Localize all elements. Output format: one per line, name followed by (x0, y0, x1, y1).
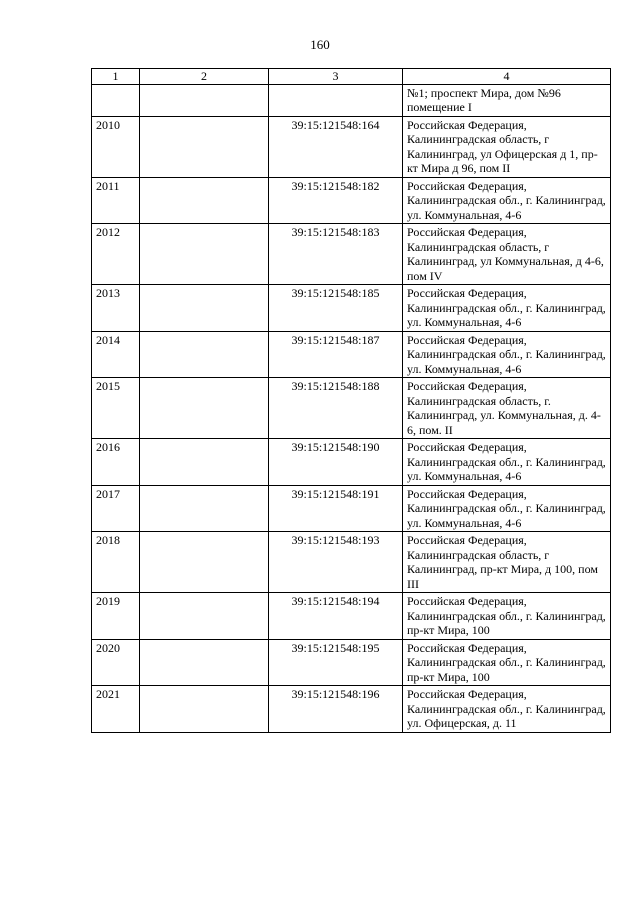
row-number: 2019 (92, 593, 140, 640)
row-number: 2018 (92, 532, 140, 593)
address-cell: Российская Федерация, Калининградская обл., г. Калининград, ул. Коммунальная, 4-6 (403, 177, 611, 224)
table-body (92, 84, 611, 732)
cadastral-number: 39:15:121548:183 (269, 224, 403, 285)
row-number: 2013 (92, 285, 140, 332)
table-row (92, 593, 611, 640)
table-row (92, 177, 611, 224)
column-2-cell (140, 686, 269, 733)
cadastral-number: 39:15:121548:187 (269, 331, 403, 378)
cadastral-number (269, 84, 403, 116)
row-number (92, 84, 140, 116)
row-number: 2015 (92, 378, 140, 439)
column-2-cell (140, 177, 269, 224)
column-header-1: 1 (92, 69, 140, 85)
address-cell: Российская Федерация, Калининградская обл., г. Калининград, ул. Коммунальная, 4-6 (403, 331, 611, 378)
address-cell: Российская Федерация, Калининградская область, г. Калининград, ул. Коммунальная, д. 4-6, пом. II (403, 378, 611, 439)
cadastral-number: 39:15:121548:191 (269, 485, 403, 532)
address-cell: №1; проспект Мира, дом №96 помещение I (403, 84, 611, 116)
table-row (92, 639, 611, 686)
table-row (92, 224, 611, 285)
row-number: 2012 (92, 224, 140, 285)
cadastral-number: 39:15:121548:196 (269, 686, 403, 733)
cadastral-number: 39:15:121548:193 (269, 532, 403, 593)
column-header-2: 2 (140, 69, 269, 85)
cadastral-number: 39:15:121548:182 (269, 177, 403, 224)
row-number: 2020 (92, 639, 140, 686)
header-row (92, 69, 611, 85)
address-cell: Российская Федерация, Калининградская область, г Калининград, пр-кт Мира, д 100, пом III (403, 532, 611, 593)
table-row (92, 378, 611, 439)
table-row (92, 285, 611, 332)
address-cell: Российская Федерация, Калининградская область, г Калининград, ул Коммунальная, д 4-6, пом IV (403, 224, 611, 285)
address-cell: Российская Федерация, Калининградская обл., г. Калининград, ул. Офицерская, д. 11 (403, 686, 611, 733)
address-cell: Российская Федерация, Калининградская обл., г. Калининград, ул. Коммунальная, 4-6 (403, 485, 611, 532)
cadastral-number: 39:15:121548:164 (269, 116, 403, 177)
table-row (92, 686, 611, 733)
column-2-cell (140, 439, 269, 486)
column-2-cell (140, 116, 269, 177)
table-header (92, 69, 611, 85)
property-registry-table (91, 68, 611, 733)
column-2-cell (140, 593, 269, 640)
column-2-cell (140, 639, 269, 686)
cadastral-number: 39:15:121548:195 (269, 639, 403, 686)
column-2-cell (140, 285, 269, 332)
table-row (92, 485, 611, 532)
address-cell: Российская Федерация, Калининградская область, г Калининград, ул Офицерская д 1, пр-кт Мира д 96, пом II (403, 116, 611, 177)
address-cell: Российская Федерация, Калининградская обл., г. Калининград, пр-кт Мира, 100 (403, 639, 611, 686)
cadastral-number: 39:15:121548:185 (269, 285, 403, 332)
address-cell: Российская Федерация, Калининградская обл., г. Калининград, ул. Коммунальная, 4-6 (403, 439, 611, 486)
column-2-cell (140, 84, 269, 116)
column-2-cell (140, 331, 269, 378)
page-number: 160 (310, 37, 330, 52)
row-number: 2010 (92, 116, 140, 177)
column-2-cell (140, 532, 269, 593)
address-cell: Российская Федерация, Калининградская обл., г. Калининград, ул. Коммунальная, 4-6 (403, 285, 611, 332)
table-row (92, 116, 611, 177)
cadastral-number: 39:15:121548:190 (269, 439, 403, 486)
column-2-cell (140, 378, 269, 439)
table-row (92, 532, 611, 593)
column-2-cell (140, 485, 269, 532)
row-number: 2017 (92, 485, 140, 532)
cadastral-number: 39:15:121548:194 (269, 593, 403, 640)
row-number: 2021 (92, 686, 140, 733)
column-2-cell (140, 224, 269, 285)
column-header-4: 4 (403, 69, 611, 85)
row-number: 2011 (92, 177, 140, 224)
address-cell: Российская Федерация, Калининградская обл., г. Калининград, пр-кт Мира, 100 (403, 593, 611, 640)
table-row (92, 331, 611, 378)
row-number: 2016 (92, 439, 140, 486)
continuation-row (92, 84, 611, 116)
table-row (92, 439, 611, 486)
cadastral-number: 39:15:121548:188 (269, 378, 403, 439)
row-number: 2014 (92, 331, 140, 378)
column-header-3: 3 (269, 69, 403, 85)
